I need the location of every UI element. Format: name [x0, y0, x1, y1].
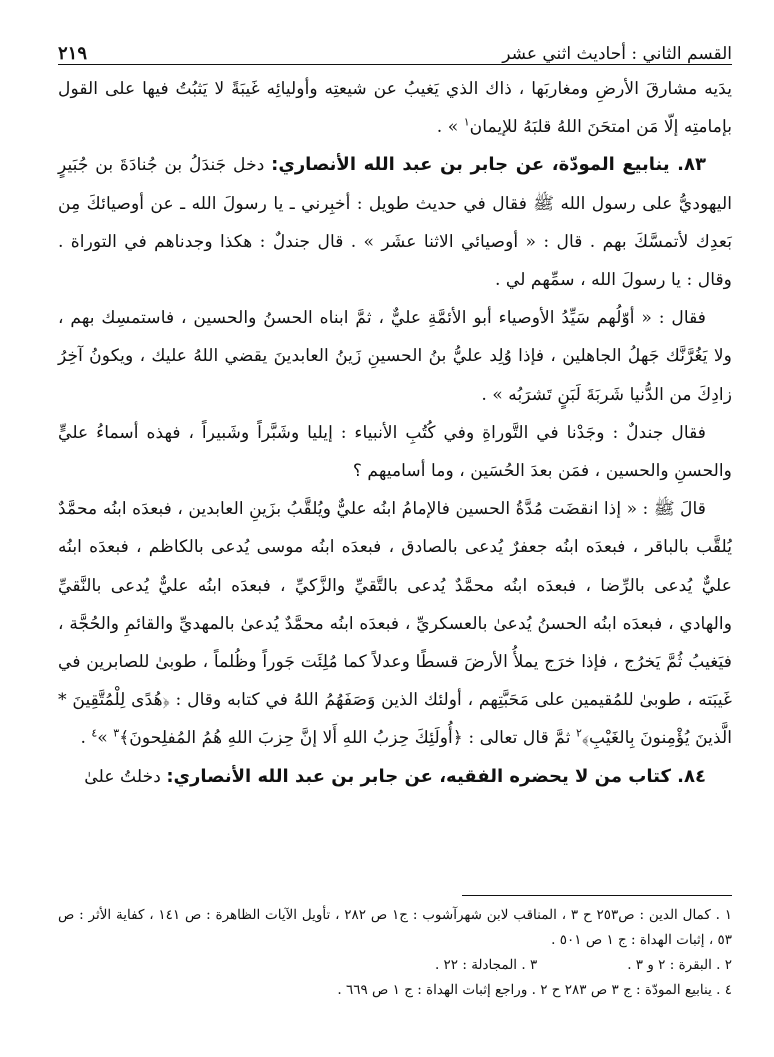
running-title: القسم الثاني : أحاديث اثني عشر: [502, 44, 732, 64]
footnote-3: ٣ . المجادلة : ٢٢ .: [434, 957, 538, 973]
page-number: ٢١٩: [58, 43, 88, 64]
hadith-83: ٨٣. ينابيع المودّة، عن جابر بن عبد الله الأنصاري: دخل جَندَلُ بن جُنادَةَ بن جُبَيرٍ اليهوديُّ على رسول الله ﷺ فقال في حديث طويل : أخبِرني ـ يا رسولَ الله ـ عن أوصيائكَ مِن بَعدِك لأتمسَّكَ بهم . قال : « أوصيائي الاثنا عشَر » . قال جندلٌ : هكذا وجدناهم في التوراة . وقال : يا رسولَ الله ، سمِّهم لي .: [58, 154, 732, 291]
hadith-source-heading: ٨٣. ينابيع المودّة، عن جابر بن عبد الله الأنصاري:: [271, 154, 706, 176]
paragraph-continuation: يدَيه مشارقَ الأرضِ ومغاربَها ، ذاك الذي يَغيبُ عن شيعتِه وأوليائِه غَيبَةً لا يَثبُتُ فيها على القول بإمامتِه إلّا مَن امتحَنَ اللهُ قلبَهُ للإيمان$^١$ » .: [58, 79, 732, 138]
hadith-84: ٨٤. كتاب من لا يحضره الفقيه، عن جابر بن عبد الله الأنصاري: دخلتُ علىٰ: [84, 765, 706, 787]
footnote-ref[interactable]: ١: [463, 115, 470, 129]
footnote-2: ٢ . البقرة : ٢ و ٣ .: [627, 957, 732, 973]
footnote-1: ١ . كمال الدين : ص٢٥٣ ح ٣ ، المناقب لابن شهرآشوب : ج١ ص ٢٨٢ ، تأويل الآيات الظاهرة : ص ١٤١ ، كفاية الأثر : ص ٥٣ ، إثبات الهداة : ج ١ ص ٥٠١ .: [58, 907, 732, 948]
header-rule: [58, 64, 732, 65]
footnote-4: ٤ . ينابيع المودّة : ج ٣ ص ٢٨٣ ح ٢ . وراجع إثبات الهداة : ج ١ ص ٦٦٩ .: [337, 982, 732, 998]
paragraph: فقال : « أوّلُهم سَيِّدُ الأوصياء أبو الأئمَّةِ عليٌّ ، ثمَّ ابناه الحسنُ والحسين ، فاستمسِك بهم ، ولا يَغُرَّنَّك جَهلُ الجاهلين ، فإذا وُلِد عليُّ بنُ الحسينِ زَينُ العابدينَ يقضي اللهُ عليك ، ويكونُ آخِرُ زادِكَ من الدُّنيا شَربَةَ لَبَنٍ تَشرَبُه » .: [58, 308, 732, 405]
paragraph: فقال جندلٌ : وجَدْنا في التَّوراةِ وفي كُتُبِ الأنبياء : إيليا وشَبَّراً وشَبيراً ، فهذه أسماءُ عليٍّ والحسنِ والحسين ، فمَن بعدَ الحُسَين ، وما أساميهم ؟: [58, 422, 732, 482]
footnote-ref[interactable]: ٢: [576, 726, 582, 740]
hadith-source-heading: ٨٤. كتاب من لا يحضره الفقيه، عن جابر بن عبد الله الأنصاري:: [166, 765, 706, 787]
footnote-ref[interactable]: ٣: [113, 726, 120, 740]
page-header: [58, 30, 732, 64]
footnote-rule: [462, 895, 732, 896]
footnotes: [58, 903, 732, 1003]
footnote-row: [58, 953, 732, 978]
footnote-ref[interactable]: ٤: [91, 726, 98, 740]
main-text: [58, 70, 732, 796]
paragraph: قالَ ﷺ : « إذا انقضَت مُدَّةُ الحسين فالإمامُ ابنُه عليٌّ ويُلقَّبُ بزَينِ العابدين ، فبعدَه ابنُه محمَّدٌ يُلقَّب بالباقر ، فبعدَه ابنُه جعفرٌ يُدعى بالصادق ، فبعدَه ابنُه موسى يُدعى بالكاظم ، فبعدَه ابنُه عليٌّ يُدعى بالرِّضا ، فبعدَه ابنُه محمَّدٌ يُدعى بالتَّقيِّ والزَّكيِّ ، فبعدَه ابنُه عليٌّ يُدعى بالنَّقيِّ والهادي ، فبعدَه ابنُه الحسنُ يُدعىٰ بالعسكريِّ ، فبعدَه ابنُه محمَّدٌ يُدعىٰ بالمهديِّ والقائمِ والحُجَّة ، فيَغيبُ ثُمَّ يَخرُج ، فإذا خرَج يملأُ الأرضَ قسطًا وعدلاً كما مُلِئَت جَوراً وظُلماً ، طوبىٰ للصابرين في غَيبَته ، طوبىٰ للمُقيمين على مَحَبَّتِهم ، أولئك الذين وَصَفَهُمُ اللهُ في كتابه وقال : ﴿هُدًى لِلْمُتَّقِينَ * الَّذينَ يُؤْمِنونَ بِالغَيْبِ﴾$^٢$ ثمَّ قال تعالى : ﴿أُولَئِكَ حِزبُ اللهِ أَلا إنَّ حِزبَ اللهِ هُمُ المُفلِحونَ﴾$^٣$ »$^٤$ .: [58, 499, 732, 749]
